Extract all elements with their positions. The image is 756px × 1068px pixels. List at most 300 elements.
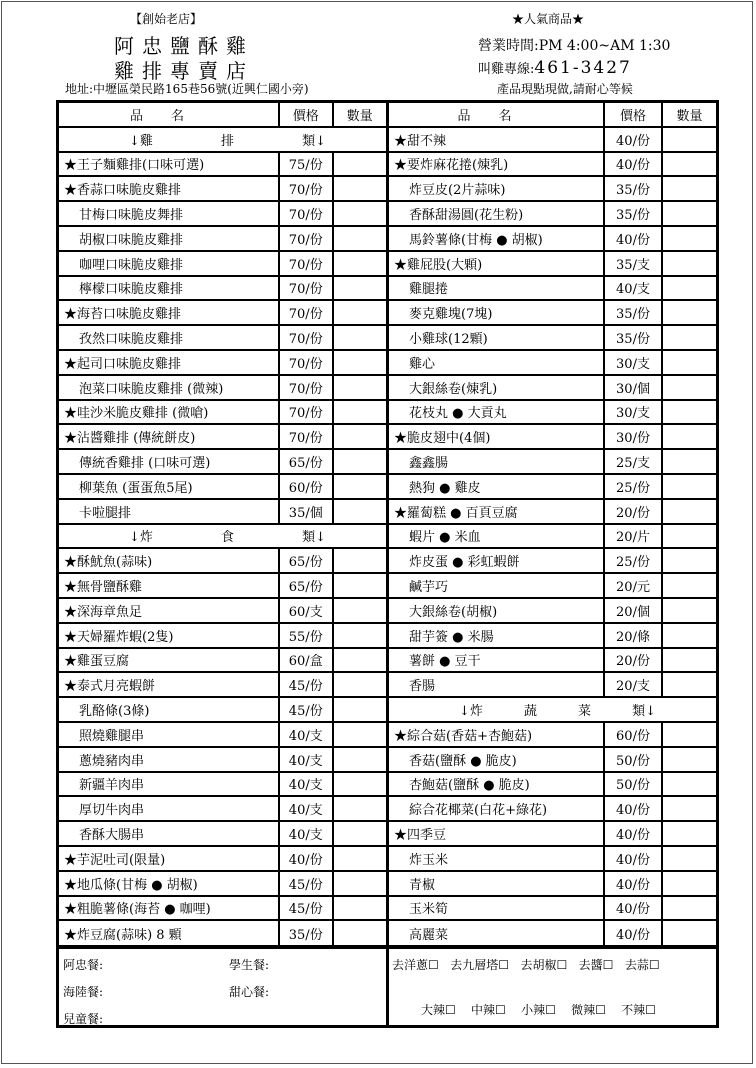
menu-item-name: 香腸 [389, 673, 605, 696]
menu-item-row [389, 202, 716, 227]
menu-item-price: 40/份 [605, 921, 663, 946]
set-meal[interactable]: 兒童餐: [63, 1012, 104, 1026]
menu-item-row [59, 475, 386, 500]
menu-item-row [389, 822, 716, 847]
quantity-input[interactable] [663, 574, 716, 597]
section-title-part: 類↓ [632, 704, 656, 720]
menu-item-row [389, 475, 716, 500]
quantity-input[interactable] [663, 450, 716, 473]
menu-item-price: 40/份 [605, 227, 663, 250]
remove-option[interactable]: 去九層塔☐ [450, 958, 509, 972]
menu-item-row [389, 450, 716, 475]
menu-item-price: 70/份 [280, 376, 333, 399]
menu-item-price: 40/支 [280, 723, 333, 746]
menu-item-name: 泡菜口味脆皮雞排 (微辣) [59, 376, 280, 399]
quantity-input[interactable] [663, 872, 716, 895]
menu-item-name: 青椒 [389, 872, 605, 895]
menu-item-row [389, 549, 716, 574]
quantity-input[interactable] [334, 872, 387, 895]
menu-item-name: ★雞屁股(大顆) [389, 252, 605, 275]
menu-item-price: 20/片 [605, 525, 663, 548]
menu-item-row [389, 921, 716, 946]
menu-item-row [389, 153, 716, 178]
menu-item-name: 鹹芋巧 [389, 574, 605, 597]
quantity-input[interactable] [663, 649, 716, 672]
quantity-input[interactable] [663, 252, 716, 275]
section-header [389, 698, 716, 723]
quantity-input[interactable] [334, 847, 387, 870]
menu-item-price: 40/支 [605, 277, 663, 300]
section-title [389, 700, 716, 719]
menu-item-price: 45/份 [280, 673, 334, 696]
menu-item-name: 蝦片 ● 米血 [389, 525, 605, 548]
menu-item-name: 杏鮑菇(鹽酥 ● 脆皮) [389, 773, 605, 796]
options [389, 948, 716, 1025]
menu-item-price: 60/份 [280, 475, 333, 498]
quantity-input[interactable] [334, 301, 387, 324]
menu-item-row [59, 227, 386, 252]
quantity-input[interactable] [334, 773, 386, 796]
menu-item-row [59, 698, 386, 723]
phone-number: 461-3427 [534, 58, 632, 78]
menu-item-name: 甜芋簽 ● 米腸 [389, 624, 605, 647]
quantity-input[interactable] [663, 376, 716, 399]
quantity-input[interactable] [663, 599, 716, 622]
menu-item-price: 35/份 [605, 326, 663, 349]
menu-item-price: 40/份 [605, 822, 663, 845]
header-qty: 數量 [346, 108, 373, 124]
quantity-input[interactable] [663, 177, 716, 200]
menu-item-name: 熱狗 ● 雞皮 [389, 475, 605, 498]
menu-item-name: ★雞蛋豆腐 [59, 649, 280, 672]
menu-item-price: 40/支 [280, 822, 333, 845]
table-header-row [59, 103, 386, 128]
menu-item-row [59, 177, 386, 202]
menu-item-row [389, 872, 716, 897]
menu-item-name: ★甜不辣 [389, 128, 605, 151]
quantity-input[interactable] [334, 500, 386, 523]
section-title-part: ↓雞 [129, 133, 153, 149]
menu-item-name: ★羅蔔糕 ● 百頁豆腐 [389, 500, 605, 523]
menu-item-row [59, 649, 386, 674]
menu-item-row [59, 425, 386, 450]
set-meal[interactable]: 學生餐: [229, 958, 270, 972]
menu-item-price: 40/份 [605, 847, 663, 870]
menu-item-price: 20/條 [605, 624, 663, 647]
menu-item-row [389, 500, 716, 525]
quantity-input[interactable] [663, 797, 716, 820]
menu-item-price: 40/支 [280, 797, 333, 820]
quantity-input[interactable] [334, 797, 386, 820]
menu-item-row [59, 202, 386, 227]
quantity-input[interactable] [334, 425, 387, 448]
menu-item-name: 柳葉魚 (蛋蛋魚5尾) [59, 475, 280, 498]
remove-option[interactable]: 去醬☐ [578, 958, 614, 972]
section-title-part: 類↓ [302, 133, 326, 149]
quantity-input[interactable] [334, 723, 386, 746]
menu-item-row [389, 401, 716, 426]
quantity-input[interactable] [334, 450, 386, 473]
spice-option[interactable]: 小辣☐ [521, 1003, 556, 1017]
menu-item-name: 小雞球(12顆) [389, 326, 605, 349]
menu-item-row [59, 351, 386, 376]
menu-item-price: 60/盒 [280, 649, 334, 672]
quantity-input[interactable] [663, 525, 716, 548]
quantity-input[interactable] [663, 475, 716, 498]
section-title-part: 蔬 [523, 704, 537, 720]
menu-item-name: 照燒雞腿串 [59, 723, 280, 746]
shop-badge: 【創始老店】 [130, 12, 203, 26]
quantity-input[interactable] [334, 748, 386, 771]
menu-item-name: 孜然口味脆皮雞排 [59, 326, 280, 349]
menu-item-price: 60/支 [280, 599, 334, 622]
menu-item-row [59, 500, 386, 525]
menu-item-row [59, 822, 386, 847]
menu-item-price: 70/份 [280, 301, 334, 324]
menu-item-name: ★要炸麻花捲(煉乳) [389, 153, 605, 176]
header-qty: 數量 [676, 108, 703, 124]
menu-table [56, 100, 719, 949]
quantity-input[interactable] [334, 624, 387, 647]
menu-item-name: ★王子麵雞排(口味可選) [59, 153, 280, 176]
quantity-input[interactable] [334, 153, 387, 176]
section-title-part: 菜 [578, 704, 592, 720]
menu-item-row [389, 277, 716, 302]
menu-item-price: 70/份 [280, 277, 333, 300]
quantity-input[interactable] [663, 847, 716, 870]
quantity-input[interactable] [663, 128, 716, 151]
menu-item-price: 35/支 [605, 252, 663, 275]
menu-item-name: 大銀絲卷(胡椒) [389, 599, 605, 622]
quantity-input[interactable] [334, 475, 386, 498]
menu-item-price: 70/份 [280, 326, 333, 349]
set-meals [59, 948, 389, 1025]
menu-item-name: 蔥燒豬肉串 [59, 748, 280, 771]
menu-item-price: 40/份 [280, 847, 334, 870]
menu-item-row [389, 574, 716, 599]
quantity-input[interactable] [334, 673, 387, 696]
menu-item-name: 檸檬口味脆皮雞排 [59, 277, 280, 300]
section-title-part: 食 [220, 530, 234, 546]
menu-item-price: 40/份 [605, 153, 663, 176]
menu-item-row [59, 897, 386, 922]
menu-item-row [59, 797, 386, 822]
quantity-input[interactable] [663, 425, 716, 448]
menu-item-price: 45/份 [280, 897, 334, 920]
menu-item-name: 馬鈴薯條(甘梅 ● 胡椒) [389, 227, 605, 250]
menu-item-row [389, 326, 716, 351]
menu-item-row [389, 773, 716, 798]
order-footer [56, 945, 719, 1028]
menu-item-row [389, 351, 716, 376]
menu-item-name: 花枝丸 ● 大貢丸 [389, 401, 605, 424]
remove-option[interactable]: 去胡椒☐ [520, 958, 568, 972]
menu-item-price: 40/份 [605, 872, 663, 895]
menu-item-row [59, 847, 386, 872]
quantity-input[interactable] [663, 153, 716, 176]
shop-name: 阿忠鹽酥雞 [114, 34, 254, 58]
quantity-input[interactable] [334, 649, 387, 672]
menu-item-row [389, 376, 716, 401]
menu-item-price: 50/份 [605, 748, 663, 771]
menu-item-price: 25/份 [605, 549, 663, 572]
menu-item-price: 30/個 [605, 376, 663, 399]
menu-item-price: 20/元 [605, 574, 663, 597]
menu-item-name: 炸玉米 [389, 847, 605, 870]
quantity-input[interactable] [663, 277, 716, 300]
popular-note: ★人氣商品★ [512, 12, 585, 26]
quantity-input[interactable] [334, 326, 386, 349]
quantity-input[interactable] [334, 897, 387, 920]
menu-item-name: ★海苔口味脆皮雞排 [59, 301, 280, 324]
header-price: 價格 [280, 103, 334, 126]
quantity-input[interactable] [334, 227, 386, 250]
menu-item-price: 60/份 [605, 723, 663, 746]
menu-item-row [59, 153, 386, 178]
spice-option[interactable]: 不辣☐ [621, 1003, 656, 1017]
quantity-input[interactable] [334, 252, 386, 275]
menu-item-price: 35/份 [605, 301, 663, 324]
menu-item-price: 70/份 [280, 177, 334, 200]
menu-item-row [59, 624, 386, 649]
header-name: 品名 [389, 103, 605, 126]
quantity-input[interactable] [334, 202, 386, 225]
menu-item-name: ★深海章魚足 [59, 599, 280, 622]
spice-option[interactable]: 中辣☐ [471, 1003, 506, 1017]
menu-item-name: 玉米筍 [389, 897, 605, 920]
quantity-input[interactable] [334, 549, 387, 572]
menu-item-name: 綜合花椰菜(白花+綠花) [389, 797, 605, 820]
menu-item-price: 70/份 [280, 425, 334, 448]
quantity-input[interactable] [334, 277, 386, 300]
menu-item-price: 70/份 [280, 202, 333, 225]
order-phone [478, 58, 632, 78]
menu-item-price: 40/支 [280, 748, 333, 771]
quantity-input[interactable] [663, 921, 716, 946]
menu-item-price: 35/個 [280, 500, 333, 523]
menu-item-price: 45/份 [280, 872, 334, 895]
menu-item-name: ★香蒜口味脆皮雞排 [59, 177, 280, 200]
menu-item-name: 香菇(鹽酥 ● 脆皮) [389, 748, 605, 771]
menu-item-name: 乳酪條(3條) [59, 698, 280, 721]
menu-item-name: 鑫鑫腸 [389, 450, 605, 473]
menu-item-name: ★酥魷魚(蒜味) [59, 549, 280, 572]
menu-item-price: 30/份 [605, 425, 663, 448]
menu-item-name: ★芋泥吐司(限量) [59, 847, 280, 870]
menu-item-price: 55/份 [280, 624, 334, 647]
menu-item-row [59, 549, 386, 574]
menu-item-row [59, 723, 386, 748]
menu-item-name: 香酥甜湯圓(花生粉) [389, 202, 605, 225]
menu-item-name: ★沾醬雞排 (傳統餅皮) [59, 425, 280, 448]
quantity-input[interactable] [334, 376, 386, 399]
menu-item-price: 35/份 [605, 202, 663, 225]
quantity-input[interactable] [663, 897, 716, 920]
section-title-part: ↓炸 [129, 530, 153, 546]
quantity-input[interactable] [663, 748, 716, 771]
section-title-part: 排 [220, 133, 234, 149]
menu-item-name: 甘梅口味脆皮舞排 [59, 202, 280, 225]
menu-item-price: 20/個 [605, 599, 663, 622]
section-header [59, 525, 386, 550]
menu-item-row [59, 921, 386, 946]
menu-item-price: 20/份 [605, 649, 663, 672]
quantity-input[interactable] [663, 822, 716, 845]
menu-item-price: 35/份 [605, 177, 663, 200]
notice: 產品現點現做,請耐心等候 [497, 82, 633, 96]
menu-item-row [389, 177, 716, 202]
quantity-input[interactable] [334, 921, 387, 946]
menu-item-price: 75/份 [280, 153, 334, 176]
menu-item-price: 70/份 [280, 252, 333, 275]
section-header [59, 128, 386, 153]
menu-item-row [59, 301, 386, 326]
menu-item-row [389, 525, 716, 550]
menu-item-price: 50/份 [605, 773, 663, 796]
menu-item-row [59, 773, 386, 798]
quantity-input[interactable] [334, 401, 387, 424]
spice-option[interactable]: 大辣☐ [421, 1003, 456, 1017]
menu-item-name: 卡啦腿排 [59, 500, 280, 523]
menu-item-price: 70/份 [280, 401, 334, 424]
menu-item-row [389, 599, 716, 624]
menu-item-name: 咖哩口味脆皮雞排 [59, 252, 280, 275]
section-title-part: ↓炸 [459, 704, 483, 720]
remove-option[interactable]: 去洋蔥☐ [392, 958, 439, 972]
menu-item-name: ★四季豆 [389, 822, 605, 845]
header-price: 價格 [605, 103, 663, 126]
section-title-part: 類↓ [302, 530, 326, 546]
menu-item-row [59, 599, 386, 624]
menu-item-name: 麥克雞塊(7塊) [389, 301, 605, 324]
menu-item-row [389, 673, 716, 698]
menu-item-name: ★泰式月亮蝦餅 [59, 673, 280, 696]
menu-item-row [389, 128, 716, 153]
menu-left-column [59, 103, 389, 946]
menu-item-row [389, 425, 716, 450]
quantity-input[interactable] [663, 301, 716, 324]
quantity-input[interactable] [334, 177, 387, 200]
quantity-input[interactable] [663, 624, 716, 647]
menu-item-name: ★起司口味脆皮雞排 [59, 351, 280, 374]
menu-item-price: 25/支 [605, 450, 663, 473]
quantity-input[interactable] [663, 401, 716, 424]
menu-item-price: 30/支 [605, 351, 663, 374]
menu-item-row [389, 847, 716, 872]
menu-item-name: 炸皮蛋 ● 彩虹蝦餅 [389, 549, 605, 572]
quantity-input[interactable] [334, 351, 387, 374]
menu-item-row [59, 673, 386, 698]
menu-item-name: ★哇沙米脆皮雞排 (微嗆) [59, 401, 280, 424]
section-title [59, 526, 386, 545]
menu-item-name: ★粗脆薯條(海苔 ● 咖哩) [59, 897, 280, 920]
menu-item-row [59, 872, 386, 897]
quantity-input[interactable] [663, 723, 716, 746]
quantity-input[interactable] [663, 351, 716, 374]
menu-item-price: 40/份 [605, 797, 663, 820]
shop-subtitle: 雞排專賣店 [114, 59, 254, 83]
menu-item-row [59, 401, 386, 426]
menu-item-price: 40/支 [280, 773, 333, 796]
quantity-input[interactable] [334, 698, 386, 721]
table-header-row [389, 103, 716, 128]
menu-item-price: 65/份 [280, 549, 334, 572]
menu-item-name: 傳統香雞排 (口味可選) [59, 450, 280, 473]
menu-item-name: 胡椒口味脆皮雞排 [59, 227, 280, 250]
spice-option[interactable]: 微辣☐ [571, 1003, 606, 1017]
quantity-input[interactable] [334, 574, 387, 597]
menu-item-price: 70/份 [280, 351, 334, 374]
set-meal[interactable]: 甜心餐: [229, 985, 270, 999]
set-meal[interactable]: 海陸餐: [63, 985, 104, 999]
menu-right-column [389, 103, 716, 946]
section-title [59, 130, 386, 149]
quantity-input[interactable] [663, 500, 716, 523]
business-hours: 營業時間:PM 4:00~AM 1:30 [478, 38, 671, 54]
menu-item-row [59, 748, 386, 773]
menu-item-name: 薯餅 ● 豆干 [389, 649, 605, 672]
quantity-input[interactable] [663, 549, 716, 572]
menu-item-name: 厚切牛肉串 [59, 797, 280, 820]
quantity-input[interactable] [334, 822, 386, 845]
menu-item-row [389, 624, 716, 649]
phone-label: 叫雞專線: [478, 62, 535, 77]
menu-item-name: 香酥大腸串 [59, 822, 280, 845]
menu-item-row [389, 252, 716, 277]
menu-item-price: 25/份 [605, 475, 663, 498]
menu-item-row [389, 748, 716, 773]
menu-item-price: 45/份 [280, 698, 333, 721]
quantity-input[interactable] [334, 599, 387, 622]
menu-item-row [389, 301, 716, 326]
quantity-input[interactable] [663, 326, 716, 349]
menu-item-row [389, 227, 716, 252]
shop-address: 地址:中壢區榮民路165巷56號(近興仁國小旁) [65, 82, 309, 96]
menu-item-row [59, 252, 386, 277]
quantity-input[interactable] [663, 202, 716, 225]
menu-item-row [389, 723, 716, 748]
menu-item-row [389, 649, 716, 674]
menu-item-name: 炸豆皮(2片蒜味) [389, 177, 605, 200]
menu-item-row [59, 376, 386, 401]
menu-item-price: 20/支 [605, 673, 663, 696]
quantity-input[interactable] [663, 773, 716, 796]
menu-item-price: 20/份 [605, 500, 663, 523]
menu-item-name: ★地瓜條(甘梅 ● 胡椒) [59, 872, 280, 895]
menu-item-row [59, 450, 386, 475]
menu-item-price: 65/份 [280, 574, 334, 597]
menu-item-name: ★炸豆腐(蒜味) 8 顆 [59, 921, 280, 946]
menu-item-name: ★脆皮翅中(4個) [389, 425, 605, 448]
menu-item-name: 雞心 [389, 351, 605, 374]
menu-item-name: 大銀絲卷(煉乳) [389, 376, 605, 399]
menu-item-price: 30/支 [605, 401, 663, 424]
quantity-input[interactable] [663, 673, 716, 696]
menu-item-name: ★天婦羅炸蝦(2隻) [59, 624, 280, 647]
quantity-input[interactable] [663, 227, 716, 250]
set-meal[interactable]: 阿忠餐: [63, 958, 104, 972]
menu-item-name: ★無骨鹽酥雞 [59, 574, 280, 597]
header-name: 品名 [59, 103, 280, 126]
menu-item-price: 35/份 [280, 921, 334, 946]
menu-item-row [59, 574, 386, 599]
menu-item-row [389, 897, 716, 922]
menu-item-name: 高麗菜 [389, 921, 605, 946]
menu-item-price: 70/份 [280, 227, 333, 250]
remove-option[interactable]: 去蒜☐ [624, 958, 660, 972]
menu-item-row [59, 326, 386, 351]
menu-item-row [59, 277, 386, 302]
